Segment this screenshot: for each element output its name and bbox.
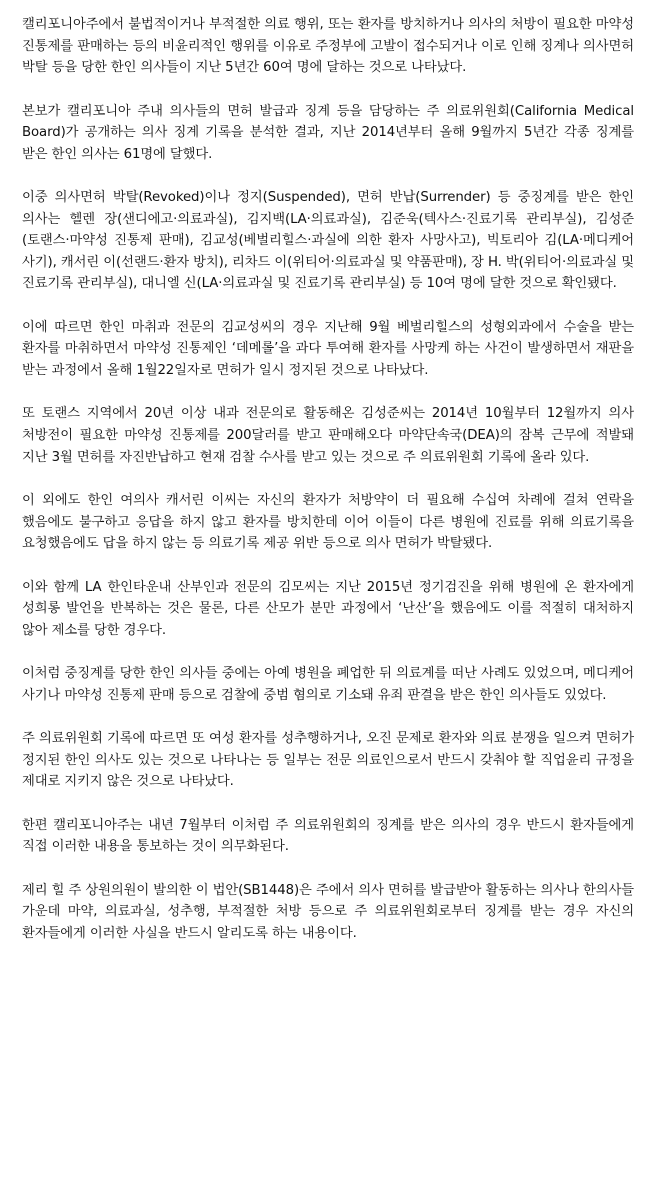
article-paragraph-10: 한편 캘리포니아주는 내년 7월부터 이처럼 주 의료위원회의 징계를 받은 의사의 경우 반드시 환자들에게 직접 이러한 내용을 통보하는 것이 의무화된다. — [22, 817, 634, 855]
article-paragraph-1: 캘리포니아주에서 불법적이거나 부적절한 의료 행위, 또는 환자를 방치하거나 의사의 처방이 필요한 마약성 진통제를 판매하는 등의 비윤리적인 행위를 이유로 주정부에 고발이 접수되거나 이로 인해 징계나 의사면허 박탈 등을 당한 한인 의사들이 지난 5년간 60여 명에 달하는 것으로 나타났다. — [22, 17, 634, 76]
article-paragraph-9: 주 의료위원회 기록에 따르면 또 여성 환자를 성추행하거나, 오진 문제로 환자와 의료 분쟁을 일으켜 면허가 정지된 한인 의사도 있는 것으로 나타나는 등 일부는 전문 의료인으로서 반드시 갖춰야 할 직업윤리 규정을 제대로 지키지 않은 것으로 나타났다. — [22, 731, 634, 790]
article-paragraph-7: 이와 함께 LA 한인타운내 산부인과 전문의 김모씨는 지난 2015년 정기검진을 위해 병원에 온 환자에게 성희롱 발언을 반복하는 것은 물론, 다른 산모가 분만 과정에서 ‘난산’을 했음에도 이를 적절히 대처하지 않아 제소를 당한 경우다. — [22, 579, 634, 638]
article-paragraph-8: 이처럼 중징계를 당한 한인 의사들 중에는 아예 병원을 폐업한 뒤 의료계를 떠난 사례도 있었으며, 메디케어 사기나 마약성 진통제 판매 등으로 검찰에 중범 혐의로 기소돼 유죄 판결을 받은 한인 의사들도 있었다. — [22, 666, 634, 703]
article-paragraph-4: 이에 따르면 한인 마취과 전문의 김교성씨의 경우 지난해 9월 베벌리힐스의 성형외과에서 수술을 받는 환자를 마취하면서 마약성 진통제인 ‘데메롤’을 과다 투여해 환자를 사망케 하는 사건이 발생하면서 재판을 받는 과정에서 올해 1월22일자로 면허가 일시 정지된 것으로 나타났다. — [22, 319, 634, 378]
article-paragraph-5: 또 토랜스 지역에서 20년 이상 내과 전문의로 활동해온 김성준씨는 2014년 10월부터 12월까지 의사 처방전이 필요한 마약성 진통제를 200달러를 받고 판매해오다 마약단속국(DEA)의 잠복 근무에 적발돼 지난 3월 면허를 자진반납하고 현재 검찰 수사를 받고 있는 것으로 주 의료위원회 기록에 올라 있다. — [22, 406, 634, 465]
article-paragraph-6: 이 외에도 한인 여의사 캐서린 이씨는 자신의 환자가 처방약이 더 필요해 수십여 차례에 걸쳐 연락을 했음에도 불구하고 응답을 하지 않고 환자를 방치한데 이어 이들이 다른 병원에 진료를 위해 의료기록을 요청했음에도 답을 하지 않는 등 의료기록 제공 위반 등으로 의사 면허가 박탈됐다. — [22, 493, 634, 552]
article-paragraph-11: 제리 힐 주 상원의원이 발의한 이 법안(SB1448)은 주에서 의사 면허를 발급받아 활동하는 의사나 한의사들 가운데 마약, 의료과실, 성추행, 부적절한 처방 등으로 주 의료위원회로부터 징계를 받는 경우 자신의 환자들에게 이러한 사실을 반드시 알리도록 하는 내용이다. — [22, 882, 634, 941]
article-paragraph-2: 본보가 캘리포니아 주내 의사들의 면허 발급과 징계 등을 담당하는 주 의료위원회(California Medical Board)가 공개하는 의사 징계 기록을 분석한 결과, 지난 2014년부터 올해 9월까지 5년간 각종 징계를 받은 한인 의사는 61명에 달했다. — [22, 103, 634, 162]
article-paragraph-3: 이중 의사면허 박탈(Revoked)이나 정지(Suspended), 면허 반납(Surrender) 등 중징계를 받은 한인 의사는 헬렌 장(샌디에고·의료과실), 김지백(LA·의료과실), 김준욱(텍사스·진료기록 관리부실), 김성준(토랜스·마약성 진통제 판매), 김교성(베벌리힐스·과실에 의한 환자 사망사고), 빅토리아 김(LA·메디케어 사기), 캐서린 이(선랜드·환자 방치), 리차드 이(위티어·의료과실 및 약품판매), 장 H. 박(위티어·의료과실 및 진료기록 관리부실), 대니엘 신(LA·의료과실 및 진료기록 관리부실) 등 10여 명에 달한 것으로 확인됐다. — [22, 190, 634, 292]
